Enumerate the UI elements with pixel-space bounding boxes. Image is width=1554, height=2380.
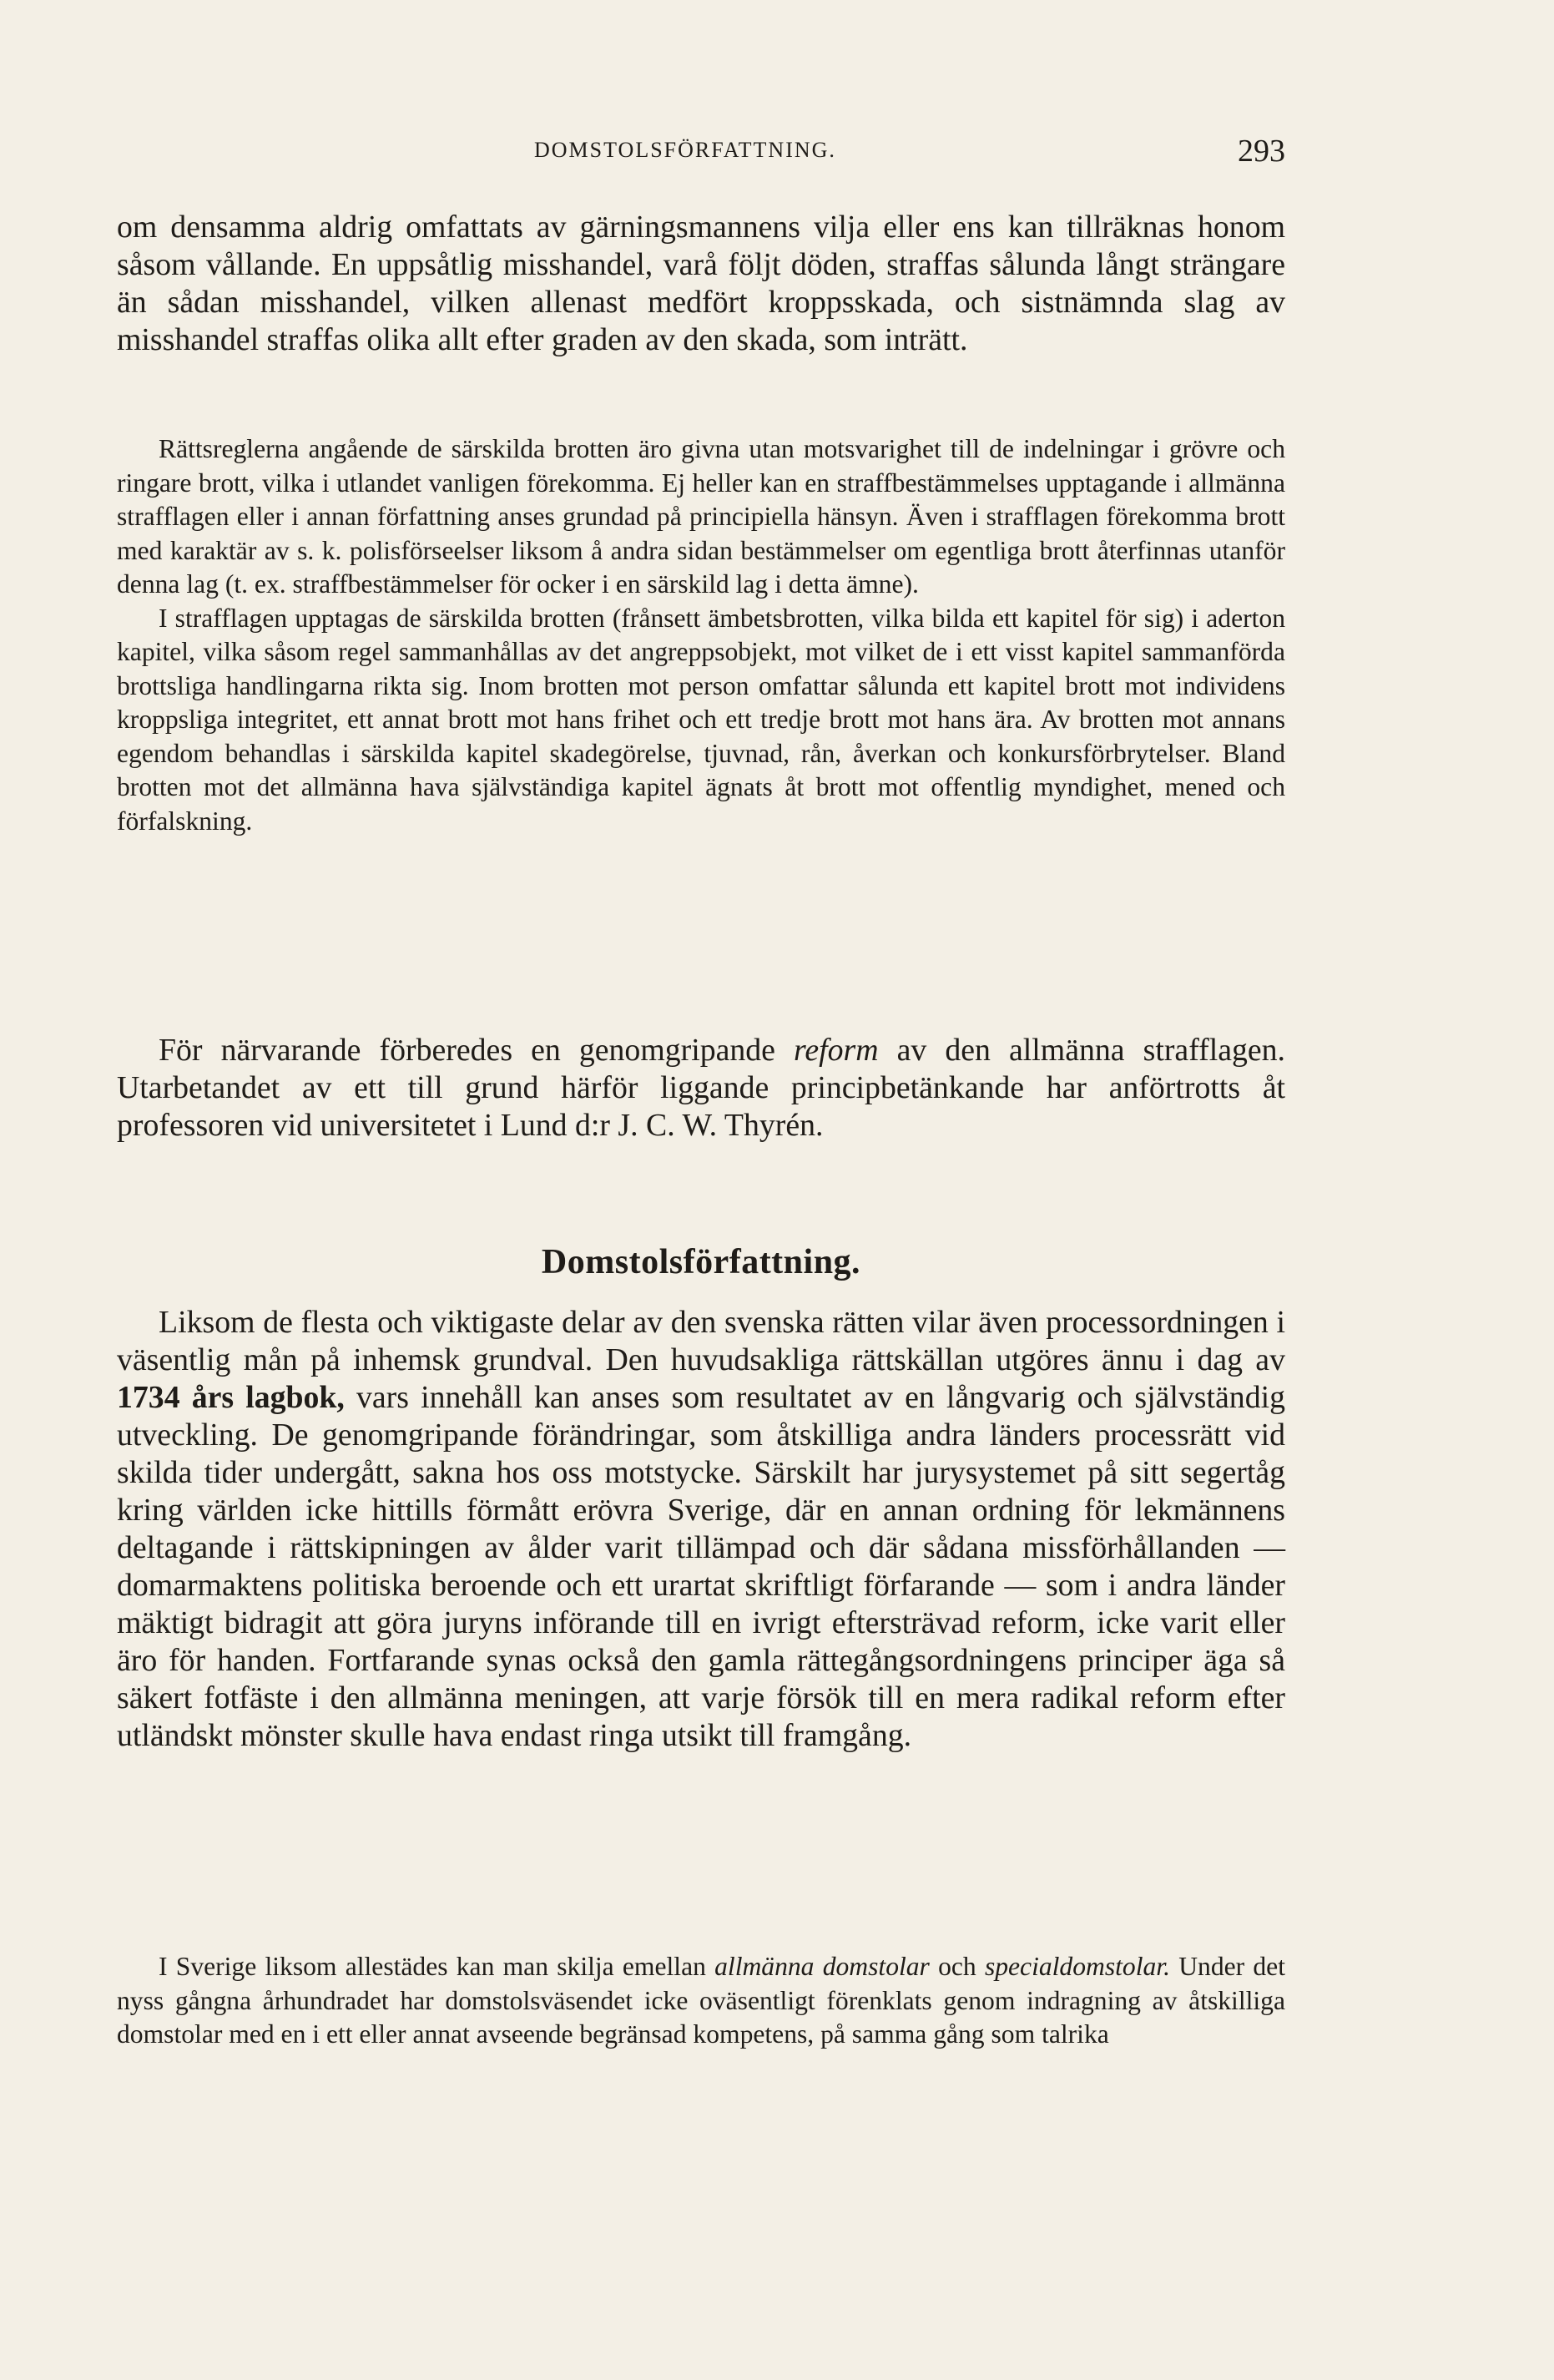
text-block-3 (117, 1032, 1285, 1145)
running-head: DOMSTOLSFÖRFATTNING. (534, 138, 836, 162)
text-block-5 (117, 1950, 1285, 2052)
page-number: 293 (1238, 134, 1285, 169)
text-block-4 (117, 1304, 1285, 1755)
paragraph-5: Liksom de flesta och viktigaste delar av den svenska rätten vilar även processordningen i väsentlig mån på inhemsk grundval. Den huvudsakliga rättskällan utgöres ännu i dag av 1734 års lagbok, vars innehåll kan anses som resultatet av en långvarig och självständig utveckling. De genomgripande förändringar, som åtskilliga andra länders processrätt vid skilda tider undergått, sakna hos oss motstycke. Särskilt har jurysystemet på sitt segertåg kring världen icke hittills förmått erövra Sverige, där en annan ordning för lekmännens deltagande i rättskipningen av ålder varit tillämpad och där sådana missförhållanden — domarmaktens politiska beroende och ett urartat skriftligt förfarande — som i andra länder mäktigt bidragit att göra juryns införande till en ivrigt eftersträvad reform, icke varit eller äro för handen. Fortfarande synas också den gamla rättegångsordningens principer äga så säkert fotfäste i den allmänna meningen, att varje försök till en mera radikal reform efter utländskt mönster skulle hava endast ringa utsikt till framgång. (117, 1305, 1285, 1753)
paragraph-3: I strafflagen upptagas de särskilda brotten (frånsett ämbetsbrotten, vilka bilda ett kapitel för sig) i aderton kapitel, vilka såsom regel sammanhållas av det angreppsobjekt, mot vilket de i ett visst kapitel sammanförda brottsliga handlingarna rikta sig. Inom brotten mot person omfattar sålunda ett kapitel brott mot individens kroppsliga integritet, ett annat brott mot hans frihet och ett tredje brott mot hans ära. Av brotten mot annans egendom behandlas i särskilda kapitel skadegörelse, tjuvnad, rån, åverkan och konkursförbrytelser. Bland brotten mot det allmänna hava självständiga kapitel ägnats åt brott mot offentlig myndighet, mened och förfalskning. (117, 603, 1285, 836)
text-block-1 (117, 209, 1285, 359)
section (117, 1242, 1285, 1282)
paragraph-2: Rättsreglerna angående de särskilda brotten äro givna utan motsvarighet till de indelningar i grövre och ringare brott, vilka i utlandet vanligen förekomma. Ej heller kan en straffbestämmelses upptagande i allmänna strafflagen eller i annan författning anses grundad på principiella hänsyn. Även i strafflagen förekomma brott med karaktär av s. k. polisförseelser liksom å andra sidan bestämmelser om egentliga brott återfinnas utanför denna lag (t. ex. straffbestämmelser för ocker i en särskild lag i detta ämne). (117, 434, 1285, 599)
paragraph-6: I Sverige liksom allestädes kan man skilja emellan allmänna domstolar och specialdomstolar. Under det nyss gångna århundradet har domstolsväsendet icke oväsentligt förenklats genom indragning av åtskilliga domstolar med en i ett eller annat avseende begränsad kompetens, på samma gång som talrika (117, 1952, 1285, 2049)
page-header (117, 134, 1285, 171)
section-heading: Domstolsförfattning. (541, 1243, 861, 1281)
text-block-2 (117, 432, 1285, 838)
paragraph-4: För närvarande förberedes en genomgripande reform av den allmänna strafflagen. Utarbetandet av ett till grund härför liggande principbetänkande har anförtrotts åt professoren vid universitetet i Lund d:r J. C. W. Thyrén. (117, 1033, 1285, 1143)
paragraph-1: om densamma aldrig omfattats av gärningsmannens vilja eller ens kan tillräknas honom såsom vållande. En uppsåtlig misshandel, varå följt döden, straffas sålunda långt strängare än sådan misshandel, vilken allenast medfört kroppsskada, och sistnämnda slag av misshandel straffas olika allt efter graden av den skada, som inträtt. (117, 210, 1285, 357)
